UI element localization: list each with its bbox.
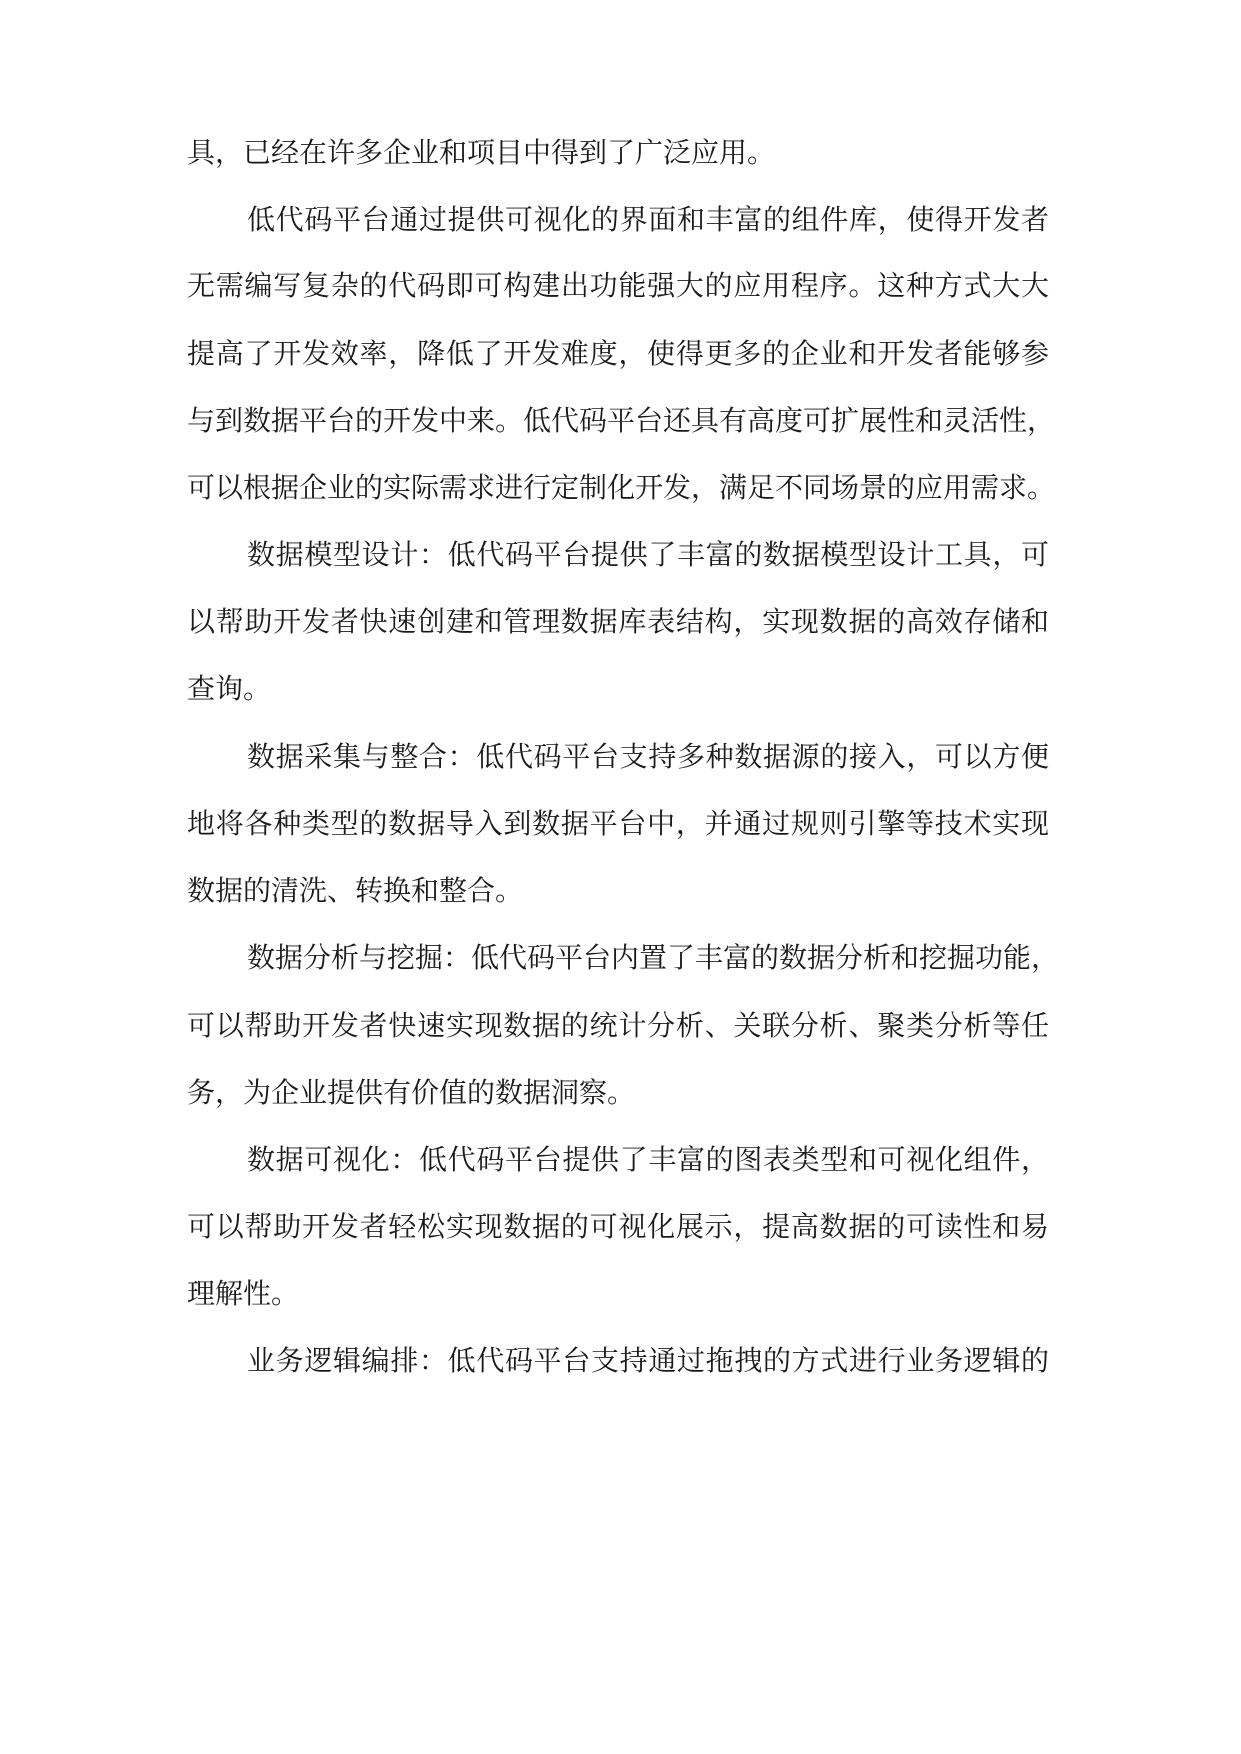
- paragraph-line: 务，为企业提供有价值的数据洞察。: [187, 1076, 636, 1109]
- paragraph-line: 数据采集与整合：低代码平台支持多种数据源的接入，可以方便: [247, 740, 1049, 773]
- paragraph-line: 提高了开发效率，降低了开发难度，使得更多的企业和开发者能够参: [187, 337, 1049, 370]
- paragraph-line: 以帮助开发者快速创建和管理数据库表结构，实现数据的高效存储和: [187, 605, 1049, 638]
- paragraph-line: 与到数据平台的开发中来。低代码平台还具有高度可扩展性和灵活性，: [187, 404, 1056, 437]
- paragraph-line: 具，已经在许多企业和项目中得到了广泛应用。: [187, 136, 776, 169]
- paragraph-line: 地将各种类型的数据导入到数据平台中，并通过规则引擎等技术实现: [187, 807, 1049, 840]
- paragraph-line: 数据模型设计：低代码平台提供了丰富的数据模型设计工具，可: [247, 538, 1049, 571]
- paragraph-line: 数据的清洗、转换和整合。: [187, 874, 524, 907]
- paragraph-line: 低代码平台通过提供可视化的界面和丰富的组件库，使得开发者: [247, 203, 1049, 236]
- paragraph-line: 可以帮助开发者轻松实现数据的可视化展示，提高数据的可读性和易: [187, 1210, 1049, 1243]
- paragraph-line: 数据分析与挖掘：低代码平台内置了丰富的数据分析和挖掘功能，: [247, 941, 1060, 974]
- paragraph-line: 无需编写复杂的代码即可构建出功能强大的应用程序。这种方式大大: [187, 269, 1049, 302]
- paragraph-line: 数据可视化：低代码平台提供了丰富的图表类型和可视化组件，: [247, 1143, 1049, 1176]
- paragraph-line: 业务逻辑编排：低代码平台支持通过拖拽的方式进行业务逻辑的: [247, 1344, 1049, 1377]
- paragraph-line: 可以帮助开发者快速实现数据的统计分析、关联分析、聚类分析等任: [187, 1009, 1049, 1042]
- paragraph-line: 理解性。: [187, 1277, 300, 1310]
- paragraph-line: 查询。: [187, 672, 272, 705]
- paragraph-line: 可以根据企业的实际需求进行定制化开发，满足不同场景的应用需求。: [187, 471, 1056, 504]
